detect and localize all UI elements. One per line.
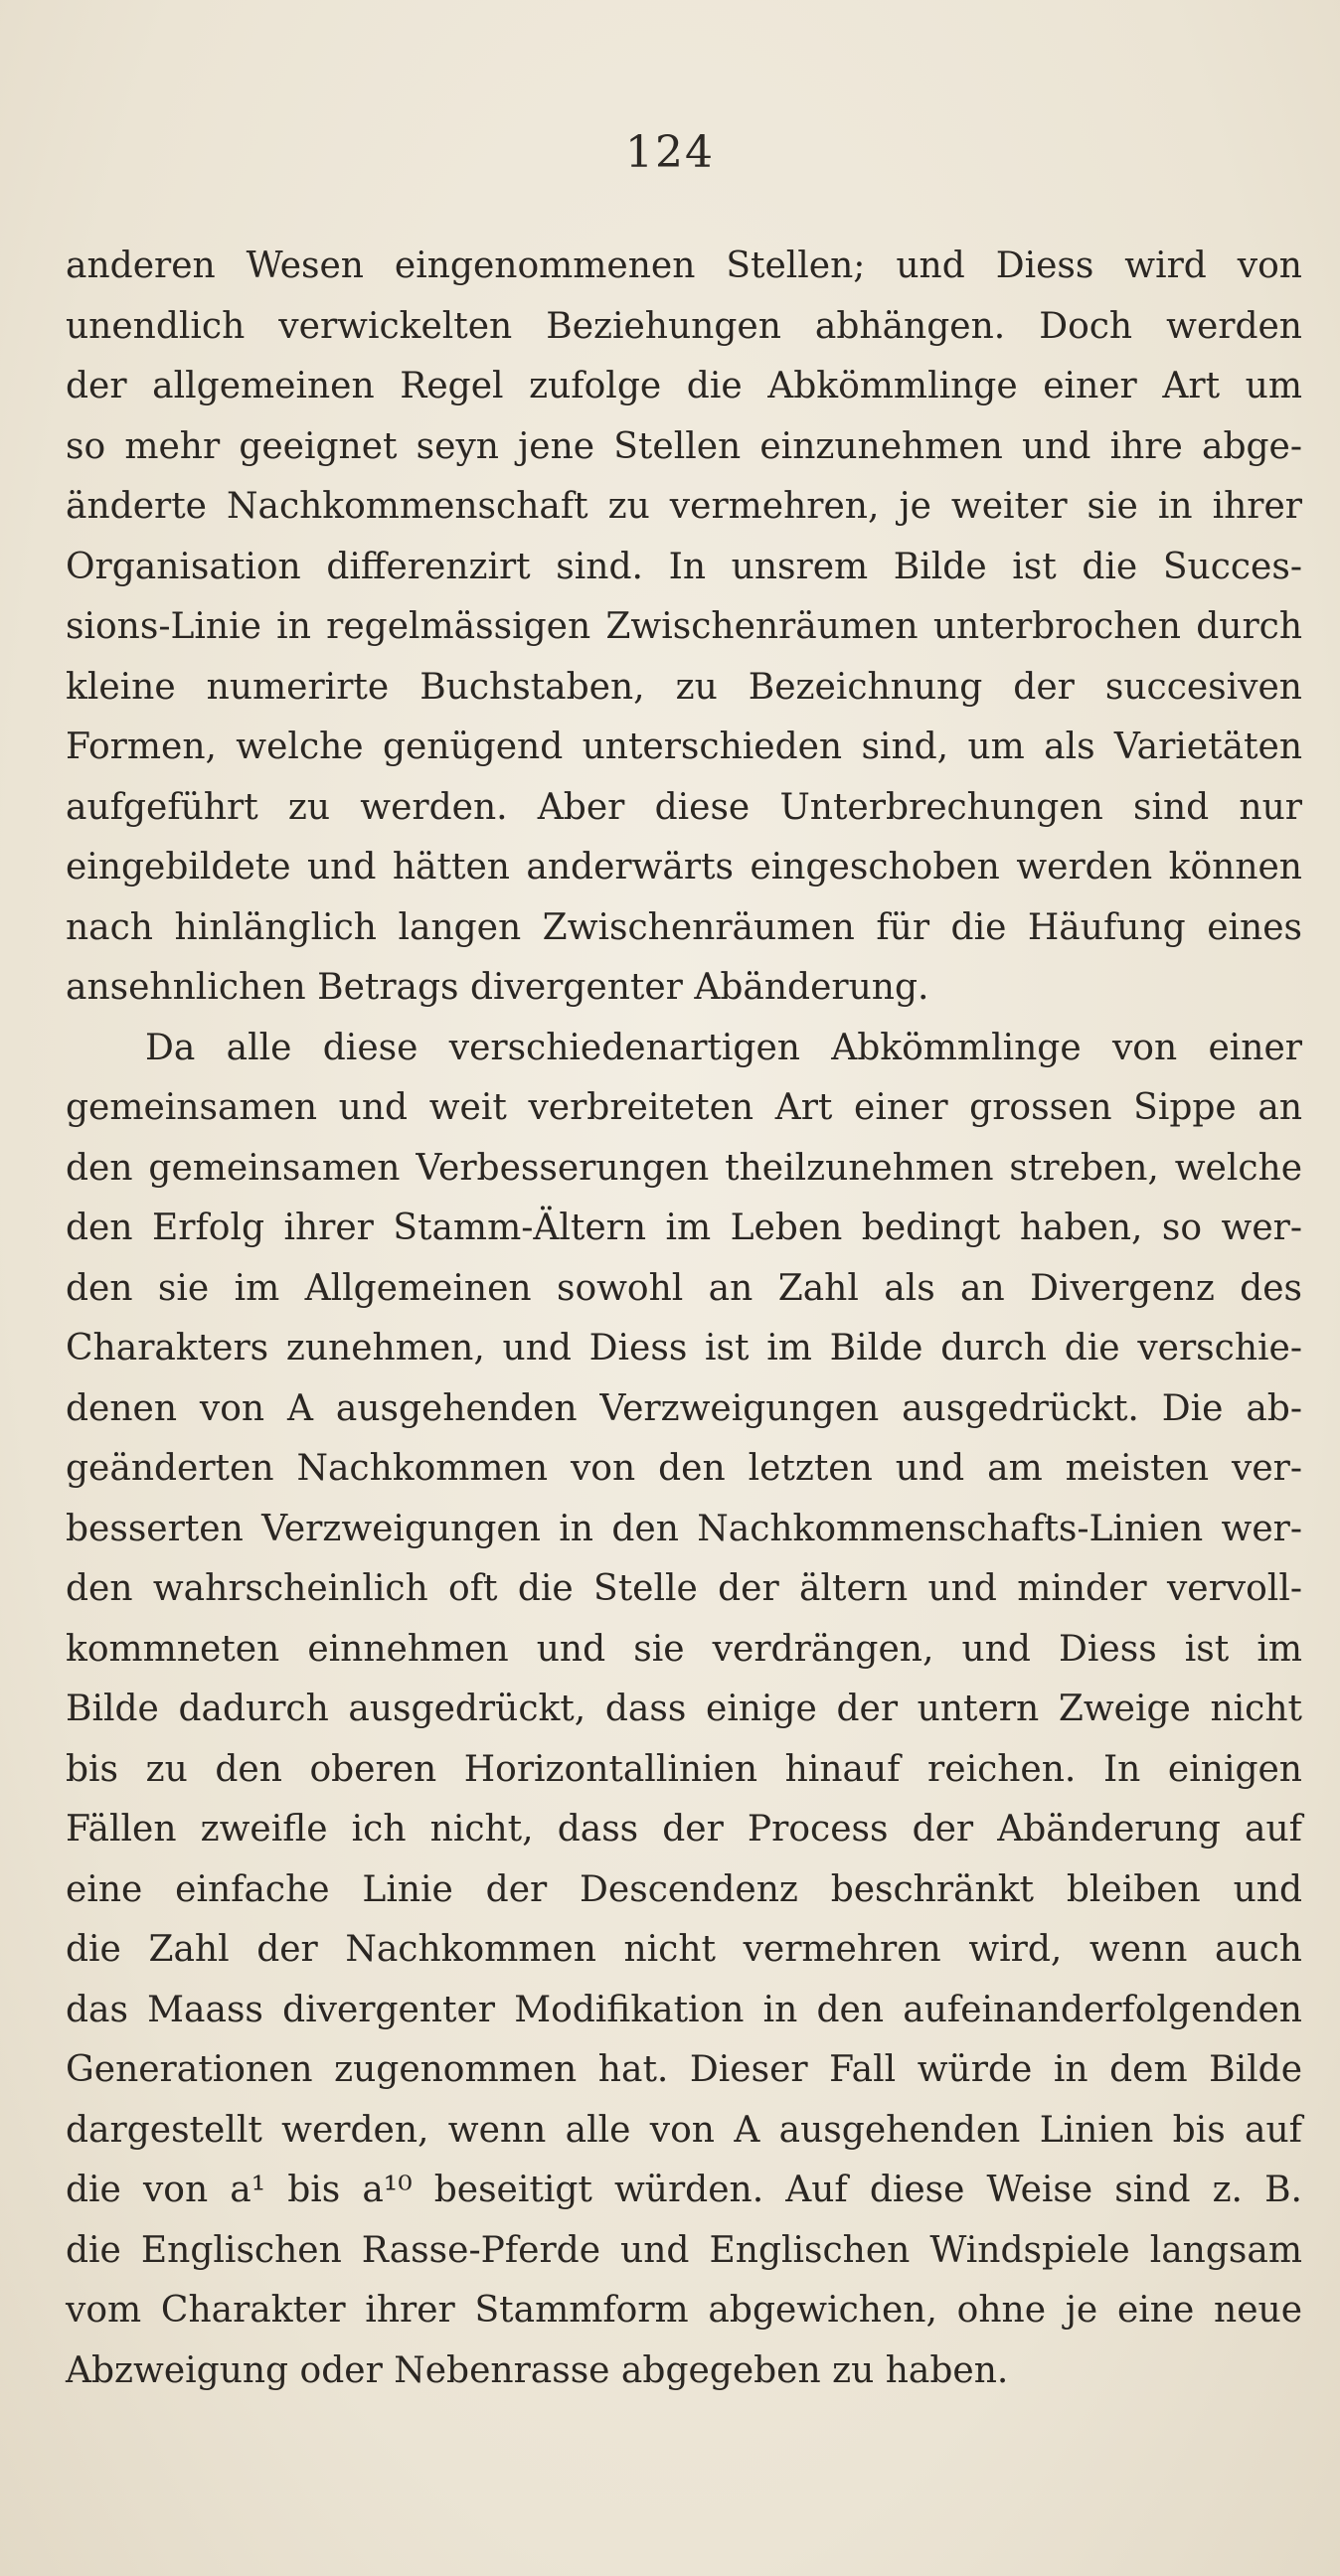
text-line: kleine numerirte Buchstaben, zu Bezeichnung der succesiven — [66, 666, 1302, 708]
text-line: kommneten einnehmen und sie verdrängen, und Diess ist im — [66, 1628, 1302, 1670]
text-line: den sie im Allgemeinen sowohl an Zahl als an Divergenz des — [66, 1267, 1302, 1309]
text-line: gemeinsamen und weit verbreiteten Art einer grossen Sippe an — [66, 1087, 1302, 1128]
text-line: dargestellt werden, wenn alle von A ausgehenden Linien bis auf — [66, 2109, 1302, 2151]
text-line: bis zu den oberen Horizontallinien hinauf reichen. In einigen — [66, 1748, 1302, 1790]
text-line: der allgemeinen Regel zufolge die Abkömmlinge einer Art um — [66, 366, 1302, 406]
text-line: den Erfolg ihrer Stamm-Ältern im Leben bedingt haben, so wer- — [66, 1208, 1302, 1248]
text-line: geänderten Nachkommen von den letzten und am meisten ver- — [66, 1448, 1302, 1489]
text-line: Fällen zweifle ich nicht, dass der Process der Abänderung auf — [66, 1809, 1302, 1850]
paragraph-end-line: ansehnlichen Betrags divergenter Abänderung. — [66, 967, 929, 1008]
text-line: so mehr geeignet seyn jene Stellen einzunehmen und ihre abge- — [66, 425, 1302, 467]
text-line: die Englischen Rasse-Pferde und Englischen Windspiele langsam — [66, 2229, 1302, 2271]
text-line: eine einfache Linie der Descendenz beschränkt bleiben und — [66, 1868, 1302, 1910]
text-line: sions-Linie in regelmässigen Zwischenräumen unterbrochen durch — [66, 606, 1302, 647]
body-text — [66, 237, 1302, 2401]
text-line: besserten Verzweigungen in den Nachkommenschafts-Linien wer- — [66, 1508, 1302, 1549]
text-line: Generationen zugenommen hat. Dieser Fall würde in dem Bilde — [66, 2049, 1302, 2090]
text-line: eingebildete und hätten anderwärts eingeschoben werden können — [66, 847, 1302, 887]
text-line: denen von A ausgehenden Verzweigungen ausgedrückt. Die ab- — [66, 1387, 1302, 1429]
text-line: die Zahl der Nachkommen nicht vermehren wird, wenn auch — [66, 1929, 1302, 1970]
text-line: die von a¹ bis a¹⁰ beseitigt würden. Auf diese Weise sind z. B. — [66, 2170, 1302, 2210]
text-line: Bilde dadurch ausgedrückt, dass einige der untern Zweige nicht — [66, 1689, 1302, 1729]
text-line: vom Charakter ihrer Stammform abgewichen, ohne je eine neue — [66, 2290, 1302, 2331]
text-line: unendlich verwickelten Beziehungen abhängen. Doch werden — [66, 305, 1302, 347]
paragraph-start-line: Da alle diese verschiedenartigen Abkömmlinge von einer — [145, 1027, 1302, 1068]
page-number: 124 — [625, 127, 715, 178]
text-line: Organisation differenzirt sind. In unsrem Bilde ist die Succes- — [66, 546, 1302, 587]
text-line: den gemeinsamen Verbesserungen theilzunehmen streben, welche — [66, 1147, 1302, 1189]
text-line: änderte Nachkommenschaft zu vermehren, je weiter sie in ihrer — [66, 486, 1302, 527]
text-line: Charakters zunehmen, und Diess ist im Bilde durch die verschie- — [66, 1328, 1302, 1368]
paragraph-end-line: Abzweigung oder Nebenrasse abgegeben zu haben. — [66, 2349, 1009, 2391]
text-line: das Maass divergenter Modifikation in den aufeinanderfolgenden — [66, 1989, 1302, 2030]
text-line: den wahrscheinlich oft die Stelle der ältern und minder vervoll- — [66, 1568, 1302, 1609]
text-line: Formen, welche genügend unterschieden sind, um als Varietäten — [66, 726, 1302, 767]
text-line: nach hinlänglich langen Zwischenräumen für die Häufung eines — [66, 906, 1302, 948]
text-line: aufgeführt zu werden. Aber diese Unterbrechungen sind nur — [66, 786, 1302, 828]
text-line: anderen Wesen eingenommenen Stellen; und Diess wird von — [66, 245, 1302, 286]
